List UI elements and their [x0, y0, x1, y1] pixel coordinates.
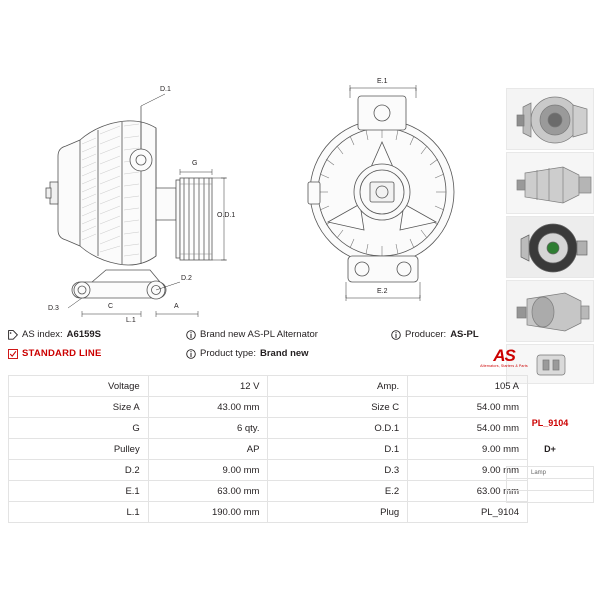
info-circle-icon: [186, 330, 196, 340]
plug-code-label: PL_9104: [531, 418, 569, 428]
spec-label: D.1: [268, 439, 408, 460]
mini-cell-a: [507, 467, 528, 479]
dim-label-od1: O.D.1: [217, 212, 236, 219]
spec-value: 6 qty.: [148, 418, 268, 439]
alternator-front-view: [290, 70, 490, 320]
aspl-logo-mark: AS: [493, 346, 515, 365]
product-type-value: Brand new: [259, 348, 309, 359]
as-index-label: AS index:: [22, 329, 63, 340]
dim-label-d1: D.1: [160, 86, 171, 93]
spec-label: E.1: [9, 481, 149, 502]
table-row: [9, 376, 528, 397]
spec-label: Plug: [268, 502, 408, 523]
dim-label-e1: E.1: [377, 78, 388, 85]
dim-label-d3: D.3: [48, 305, 59, 312]
as-index-cell: [8, 328, 186, 342]
spec-label: L.1: [9, 502, 149, 523]
info-circle-icon-2: [391, 330, 401, 340]
spec-value: AP: [148, 439, 268, 460]
product-photo-4[interactable]: [506, 280, 594, 342]
spec-value: 54.00 mm: [408, 397, 528, 418]
spec-label: G: [9, 418, 149, 439]
list-item: [507, 491, 594, 503]
spec-label: O.D.1: [268, 418, 408, 439]
tag-icon: [8, 330, 18, 340]
terminal-mini-table: [506, 466, 594, 503]
check-square-icon: [8, 349, 18, 359]
table-row: [9, 481, 528, 502]
product-photo-1[interactable]: [506, 88, 594, 150]
spec-value: 105 A: [408, 376, 528, 397]
mini-cell-b: Lamp: [527, 467, 593, 479]
table-row: [9, 502, 528, 523]
spec-value: 63.00 mm: [148, 481, 268, 502]
standard-line-cell: [8, 347, 186, 361]
spec-value: 9.00 mm: [408, 460, 528, 481]
product-photo-3[interactable]: [506, 216, 594, 278]
as-index-value: A6159S: [66, 329, 102, 340]
mini-cell-a: [507, 491, 528, 503]
terminal-label: D+: [544, 444, 556, 454]
dim-label-g: G: [192, 160, 198, 167]
mini-cell-b: [527, 491, 593, 503]
producer-label: Producer:: [405, 329, 447, 340]
aspl-logo: [478, 348, 530, 369]
table-row: [9, 439, 528, 460]
standard-line-label: STANDARD LINE: [22, 348, 102, 359]
product-type-label: Product type:: [200, 348, 256, 359]
product-photo-2[interactable]: [506, 152, 594, 214]
mini-cell-b: [527, 479, 593, 491]
dim-label-a: A: [174, 303, 179, 310]
producer-value: AS-PL: [450, 329, 479, 340]
list-item: [507, 467, 594, 479]
dim-label-d2: D.2: [181, 275, 192, 282]
list-item: [507, 479, 594, 491]
table-row: [9, 460, 528, 481]
product-type-cell: [186, 347, 391, 361]
spec-value: 12 V: [148, 376, 268, 397]
spec-label: Size C: [268, 397, 408, 418]
specifications-table: [8, 375, 528, 523]
spec-label: Amp.: [268, 376, 408, 397]
spec-label: Size A: [9, 397, 149, 418]
spec-label: D.2: [9, 460, 149, 481]
dim-label-l1: L.1: [126, 317, 136, 324]
info-row-2: [8, 347, 513, 361]
spec-label: Voltage: [9, 376, 149, 397]
table-row: [9, 397, 528, 418]
product-photo-column: [506, 88, 594, 386]
product-info-strip: [8, 328, 513, 366]
spec-label: Pulley: [9, 439, 149, 460]
info-circle-icon-3: [186, 349, 196, 359]
spec-label: E.2: [268, 481, 408, 502]
spec-value: 9.00 mm: [148, 460, 268, 481]
mini-cell-a: [507, 479, 528, 491]
alternator-side-view: [10, 60, 260, 324]
brand-label: Brand new AS-PL Alternator: [200, 329, 318, 340]
dim-label-c: C: [108, 303, 114, 310]
aspl-logo-subtitle: Alternators, Starters & Parts: [480, 364, 528, 368]
spec-value: PL_9104: [408, 502, 528, 523]
spec-value: 190.00 mm: [148, 502, 268, 523]
spec-value: 63.00 mm: [408, 481, 528, 502]
producer-cell: [391, 328, 511, 342]
spec-value: 9.00 mm: [408, 439, 528, 460]
table-row: [9, 418, 528, 439]
spec-value: 54.00 mm: [408, 418, 528, 439]
dim-label-e2: E.2: [377, 288, 388, 295]
spec-value: 43.00 mm: [148, 397, 268, 418]
brand-cell: [186, 328, 391, 342]
info-row-1: [8, 328, 513, 342]
spec-label: D.3: [268, 460, 408, 481]
